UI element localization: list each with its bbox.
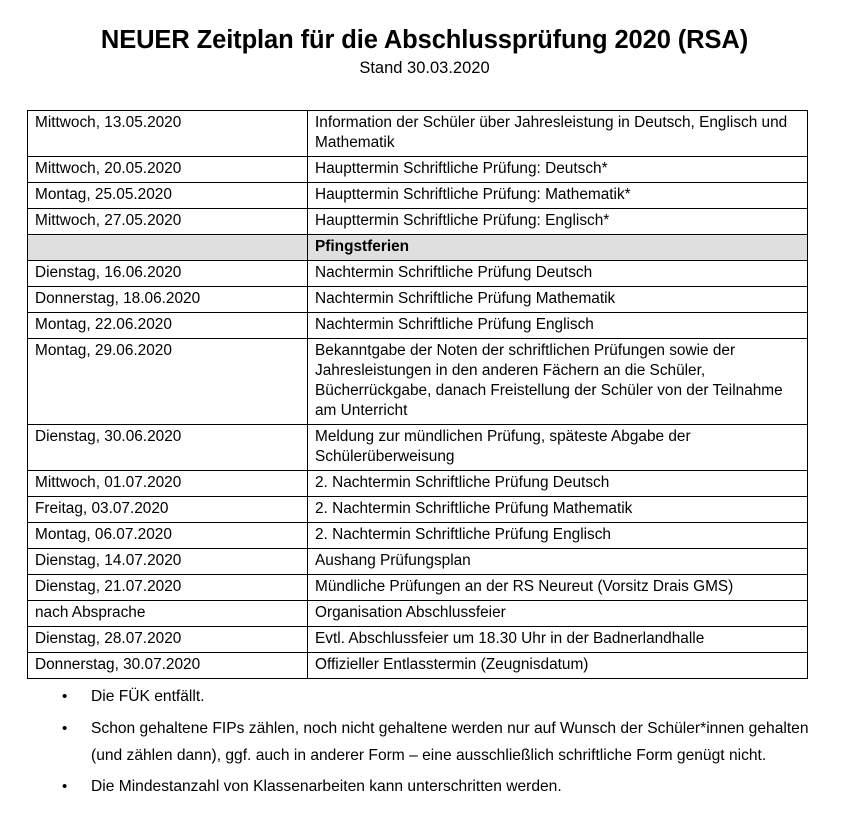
schedule-event-cell: 2. Nachtermin Schriftliche Prüfung Englisch	[308, 523, 808, 549]
notes-list	[0, 684, 849, 806]
schedule-date-cell: Montag, 25.05.2020	[28, 183, 308, 209]
schedule-date-cell: Dienstag, 21.07.2020	[28, 575, 308, 601]
schedule-date-cell: Montag, 22.06.2020	[28, 313, 308, 339]
schedule-date-cell: Mittwoch, 01.07.2020	[28, 471, 308, 497]
schedule-date-cell: Montag, 29.06.2020	[28, 339, 308, 425]
schedule-table-container	[27, 110, 807, 679]
schedule-date-cell: Mittwoch, 13.05.2020	[28, 111, 308, 157]
schedule-date-cell: Donnerstag, 30.07.2020	[28, 653, 308, 679]
schedule-date-cell: Freitag, 03.07.2020	[28, 497, 308, 523]
schedule-event-cell: Nachtermin Schriftliche Prüfung Mathematik	[308, 287, 808, 313]
table-row	[28, 601, 808, 627]
table-row	[28, 339, 808, 425]
schedule-event-cell: Information der Schüler über Jahresleistung in Deutsch, Englisch und Mathematik	[308, 111, 808, 157]
schedule-event-cell: Aushang Prüfungsplan	[308, 549, 808, 575]
notes-section	[0, 684, 849, 806]
schedule-date-cell: Montag, 06.07.2020	[28, 523, 308, 549]
table-row	[28, 111, 808, 157]
list-item	[0, 774, 849, 806]
note-text: Die Mindestanzahl von Klassenarbeiten kann unterschritten werden.	[91, 778, 562, 796]
table-row	[28, 261, 808, 287]
schedule-event-cell: Offizieller Entlasstermin (Zeugnisdatum)	[308, 653, 808, 679]
table-row	[28, 313, 808, 339]
schedule-event-cell: Mündliche Prüfungen an der RS Neureut (Vorsitz Drais GMS)	[308, 575, 808, 601]
table-row	[28, 497, 808, 523]
schedule-event-cell: Haupttermin Schriftliche Prüfung: Englisch*	[308, 209, 808, 235]
schedule-event-cell: Meldung zur mündlichen Prüfung, späteste Abgabe der Schülerüberweisung	[308, 425, 808, 471]
schedule-event-cell: Organisation Abschlussfeier	[308, 601, 808, 627]
schedule-date-cell: Mittwoch, 20.05.2020	[28, 157, 308, 183]
schedule-table-body	[28, 111, 808, 679]
document-header	[0, 0, 849, 78]
table-row	[28, 183, 808, 209]
schedule-event-cell: Evtl. Abschlussfeier um 18.30 Uhr in der Badnerlandhalle	[308, 627, 808, 653]
schedule-event-cell: 2. Nachtermin Schriftliche Prüfung Deutsch	[308, 471, 808, 497]
list-item	[0, 716, 849, 775]
schedule-date-cell: Dienstag, 30.06.2020	[28, 425, 308, 471]
note-text: Die FÜK entfällt.	[91, 688, 205, 705]
table-row	[28, 471, 808, 497]
schedule-event-cell: Nachtermin Schriftliche Prüfung Deutsch	[308, 261, 808, 287]
table-row	[28, 523, 808, 549]
schedule-date-cell: nach Absprache	[28, 601, 308, 627]
schedule-event-cell: Haupttermin Schriftliche Prüfung: Deutsch*	[308, 157, 808, 183]
bullet-icon: •	[62, 778, 68, 796]
table-row	[28, 653, 808, 679]
table-row	[28, 549, 808, 575]
table-row	[28, 209, 808, 235]
schedule-date-cell: Dienstag, 28.07.2020	[28, 627, 308, 653]
table-row	[28, 235, 808, 261]
schedule-event-cell: 2. Nachtermin Schriftliche Prüfung Mathematik	[308, 497, 808, 523]
schedule-date-cell: Dienstag, 14.07.2020	[28, 549, 308, 575]
schedule-date-cell: Donnerstag, 18.06.2020	[28, 287, 308, 313]
schedule-date-cell: Dienstag, 16.06.2020	[28, 261, 308, 287]
schedule-date-cell: Mittwoch, 27.05.2020	[28, 209, 308, 235]
table-row	[28, 287, 808, 313]
schedule-holiday-cell: Pfingstferien	[308, 235, 808, 261]
document-subtitle: Stand 30.03.2020	[359, 58, 490, 77]
table-row	[28, 425, 808, 471]
schedule-event-cell: Nachtermin Schriftliche Prüfung Englisch	[308, 313, 808, 339]
list-item	[0, 684, 849, 716]
page-title: NEUER Zeitplan für die Abschlussprüfung 2020 (RSA)	[100, 26, 749, 54]
schedule-table	[27, 110, 808, 679]
note-text: Schon gehaltene FIPs zählen, noch nicht gehaltene werden nur auf Wunsch der Schüler*innen gehalten (und zählen dann), ggf. auch in anderer Form – eine ausschließlich schriftliche Form genügt nicht.	[91, 719, 809, 764]
bullet-icon: •	[62, 719, 68, 737]
schedule-event-cell: Haupttermin Schriftliche Prüfung: Mathematik*	[308, 183, 808, 209]
table-row	[28, 627, 808, 653]
schedule-date-cell	[28, 235, 308, 261]
table-row	[28, 575, 808, 601]
bullet-icon: •	[62, 688, 68, 705]
schedule-event-cell: Bekanntgabe der Noten der schriftlichen Prüfungen sowie der Jahresleistungen in den anderen Fächern an die Schüler, Bücherrückgabe, danach Freistellung der Schüler von der Teilnahme am Unterricht	[308, 339, 808, 425]
table-row	[28, 157, 808, 183]
